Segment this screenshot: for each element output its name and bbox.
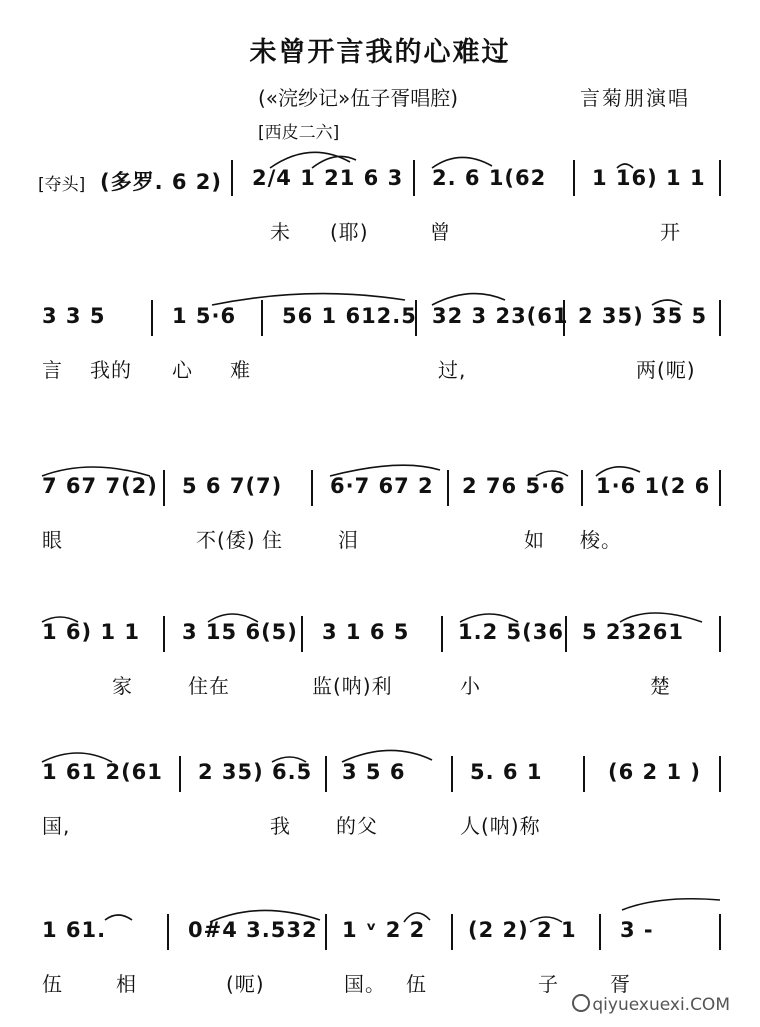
lyric: 不(倭): [196, 528, 256, 552]
note-group: 3 -: [620, 918, 654, 942]
lyric: 过,: [438, 358, 467, 382]
lyric: (呃): [226, 972, 265, 996]
note-group: 2 76 5·6: [462, 474, 566, 498]
lyric: 言: [42, 358, 63, 382]
lyric: (耶): [330, 220, 369, 244]
lyric: 伍: [42, 972, 63, 996]
note-group: 6·7 67 2: [330, 474, 434, 498]
slur: [105, 915, 132, 920]
note-group: 1 61 2(61: [42, 760, 163, 784]
note-group: 1 6) 1 1: [42, 620, 140, 644]
row-prefix: [夺头]: [38, 175, 86, 195]
lyric: 难: [230, 358, 251, 382]
note-group: 3 5 6: [342, 760, 406, 784]
note-group: 3 3 5: [42, 304, 106, 328]
note-group: (2 2) 2 1: [468, 918, 577, 942]
note-group: 0#4 3.532: [188, 918, 318, 942]
note-group: 3 1 6 5: [322, 620, 410, 644]
lyric: 监(呐)利: [312, 674, 393, 698]
note-group: (多罗. 6 2): [100, 170, 223, 194]
note-group: 1.2 5(36: [458, 620, 564, 644]
lyric: 曾: [430, 220, 451, 244]
note-group: 1 16) 1 1: [592, 166, 706, 190]
lyric: 的父: [336, 814, 378, 838]
note-group: 5. 6 1: [470, 760, 543, 784]
note-group: 3 15 6(5): [182, 620, 298, 644]
note-group: 1·6 1(2 6: [596, 474, 711, 498]
subtitle: («浣纱记»伍子胥唱腔): [258, 86, 459, 110]
watermark-logo-icon: [572, 994, 590, 1012]
lyric: 国,: [42, 814, 71, 838]
mode-label: [西皮二六]: [258, 123, 340, 143]
lyric: 我: [270, 814, 291, 838]
note-group: 35 5: [652, 304, 708, 328]
note-group: 1 61.: [42, 918, 107, 942]
note-group: 56 1 612.5: [282, 304, 417, 328]
note-group: 2. 6 1(62: [432, 166, 547, 190]
slur: [622, 899, 720, 910]
lyric: 未: [270, 220, 291, 244]
lyric: 人(呐)称: [460, 814, 541, 838]
lyric: 楚: [650, 674, 671, 698]
lyric: 两(呃): [636, 358, 696, 382]
note-group: 1 5·6: [172, 304, 237, 328]
lyric: 泪: [338, 528, 359, 552]
performer-credit: 言菊朋演唱: [580, 86, 690, 110]
lyric: 开: [660, 220, 681, 244]
lyric: 国。: [344, 972, 386, 996]
lyric: 家: [112, 674, 133, 698]
note-group: 1 ᵛ 2 2: [342, 918, 426, 942]
lyric: 住: [262, 528, 283, 552]
note-group: 5 6 7(7): [182, 474, 283, 498]
lyric: 住在: [188, 674, 230, 698]
lyric: 如: [524, 528, 545, 552]
page-title: 未曾开言我的心难过: [249, 37, 511, 68]
lyric: 我的: [90, 358, 132, 382]
lyric: 小: [460, 674, 481, 698]
note-group: (6 2 1 ): [608, 760, 701, 784]
lyric: 胥: [610, 972, 631, 996]
note-group: 5 23261: [582, 620, 684, 644]
watermark-text: qiyuexuexi.COM: [592, 995, 730, 1015]
watermark: [572, 994, 730, 1015]
lyric: 心: [172, 358, 193, 382]
lyric: 伍: [406, 972, 427, 996]
note-group: 2 35) 6.5: [198, 760, 313, 784]
note-group: 2 35): [578, 304, 644, 328]
lyric: 眼: [42, 528, 63, 552]
note-group: 2/4 1 21 6 3: [252, 166, 404, 190]
lyric: 梭。: [580, 528, 622, 552]
lyric: 相: [116, 972, 137, 996]
lyric: 子: [538, 972, 559, 996]
note-group: 7 67 7(2): [42, 474, 158, 498]
note-group: 32 3 23(61: [432, 304, 569, 328]
